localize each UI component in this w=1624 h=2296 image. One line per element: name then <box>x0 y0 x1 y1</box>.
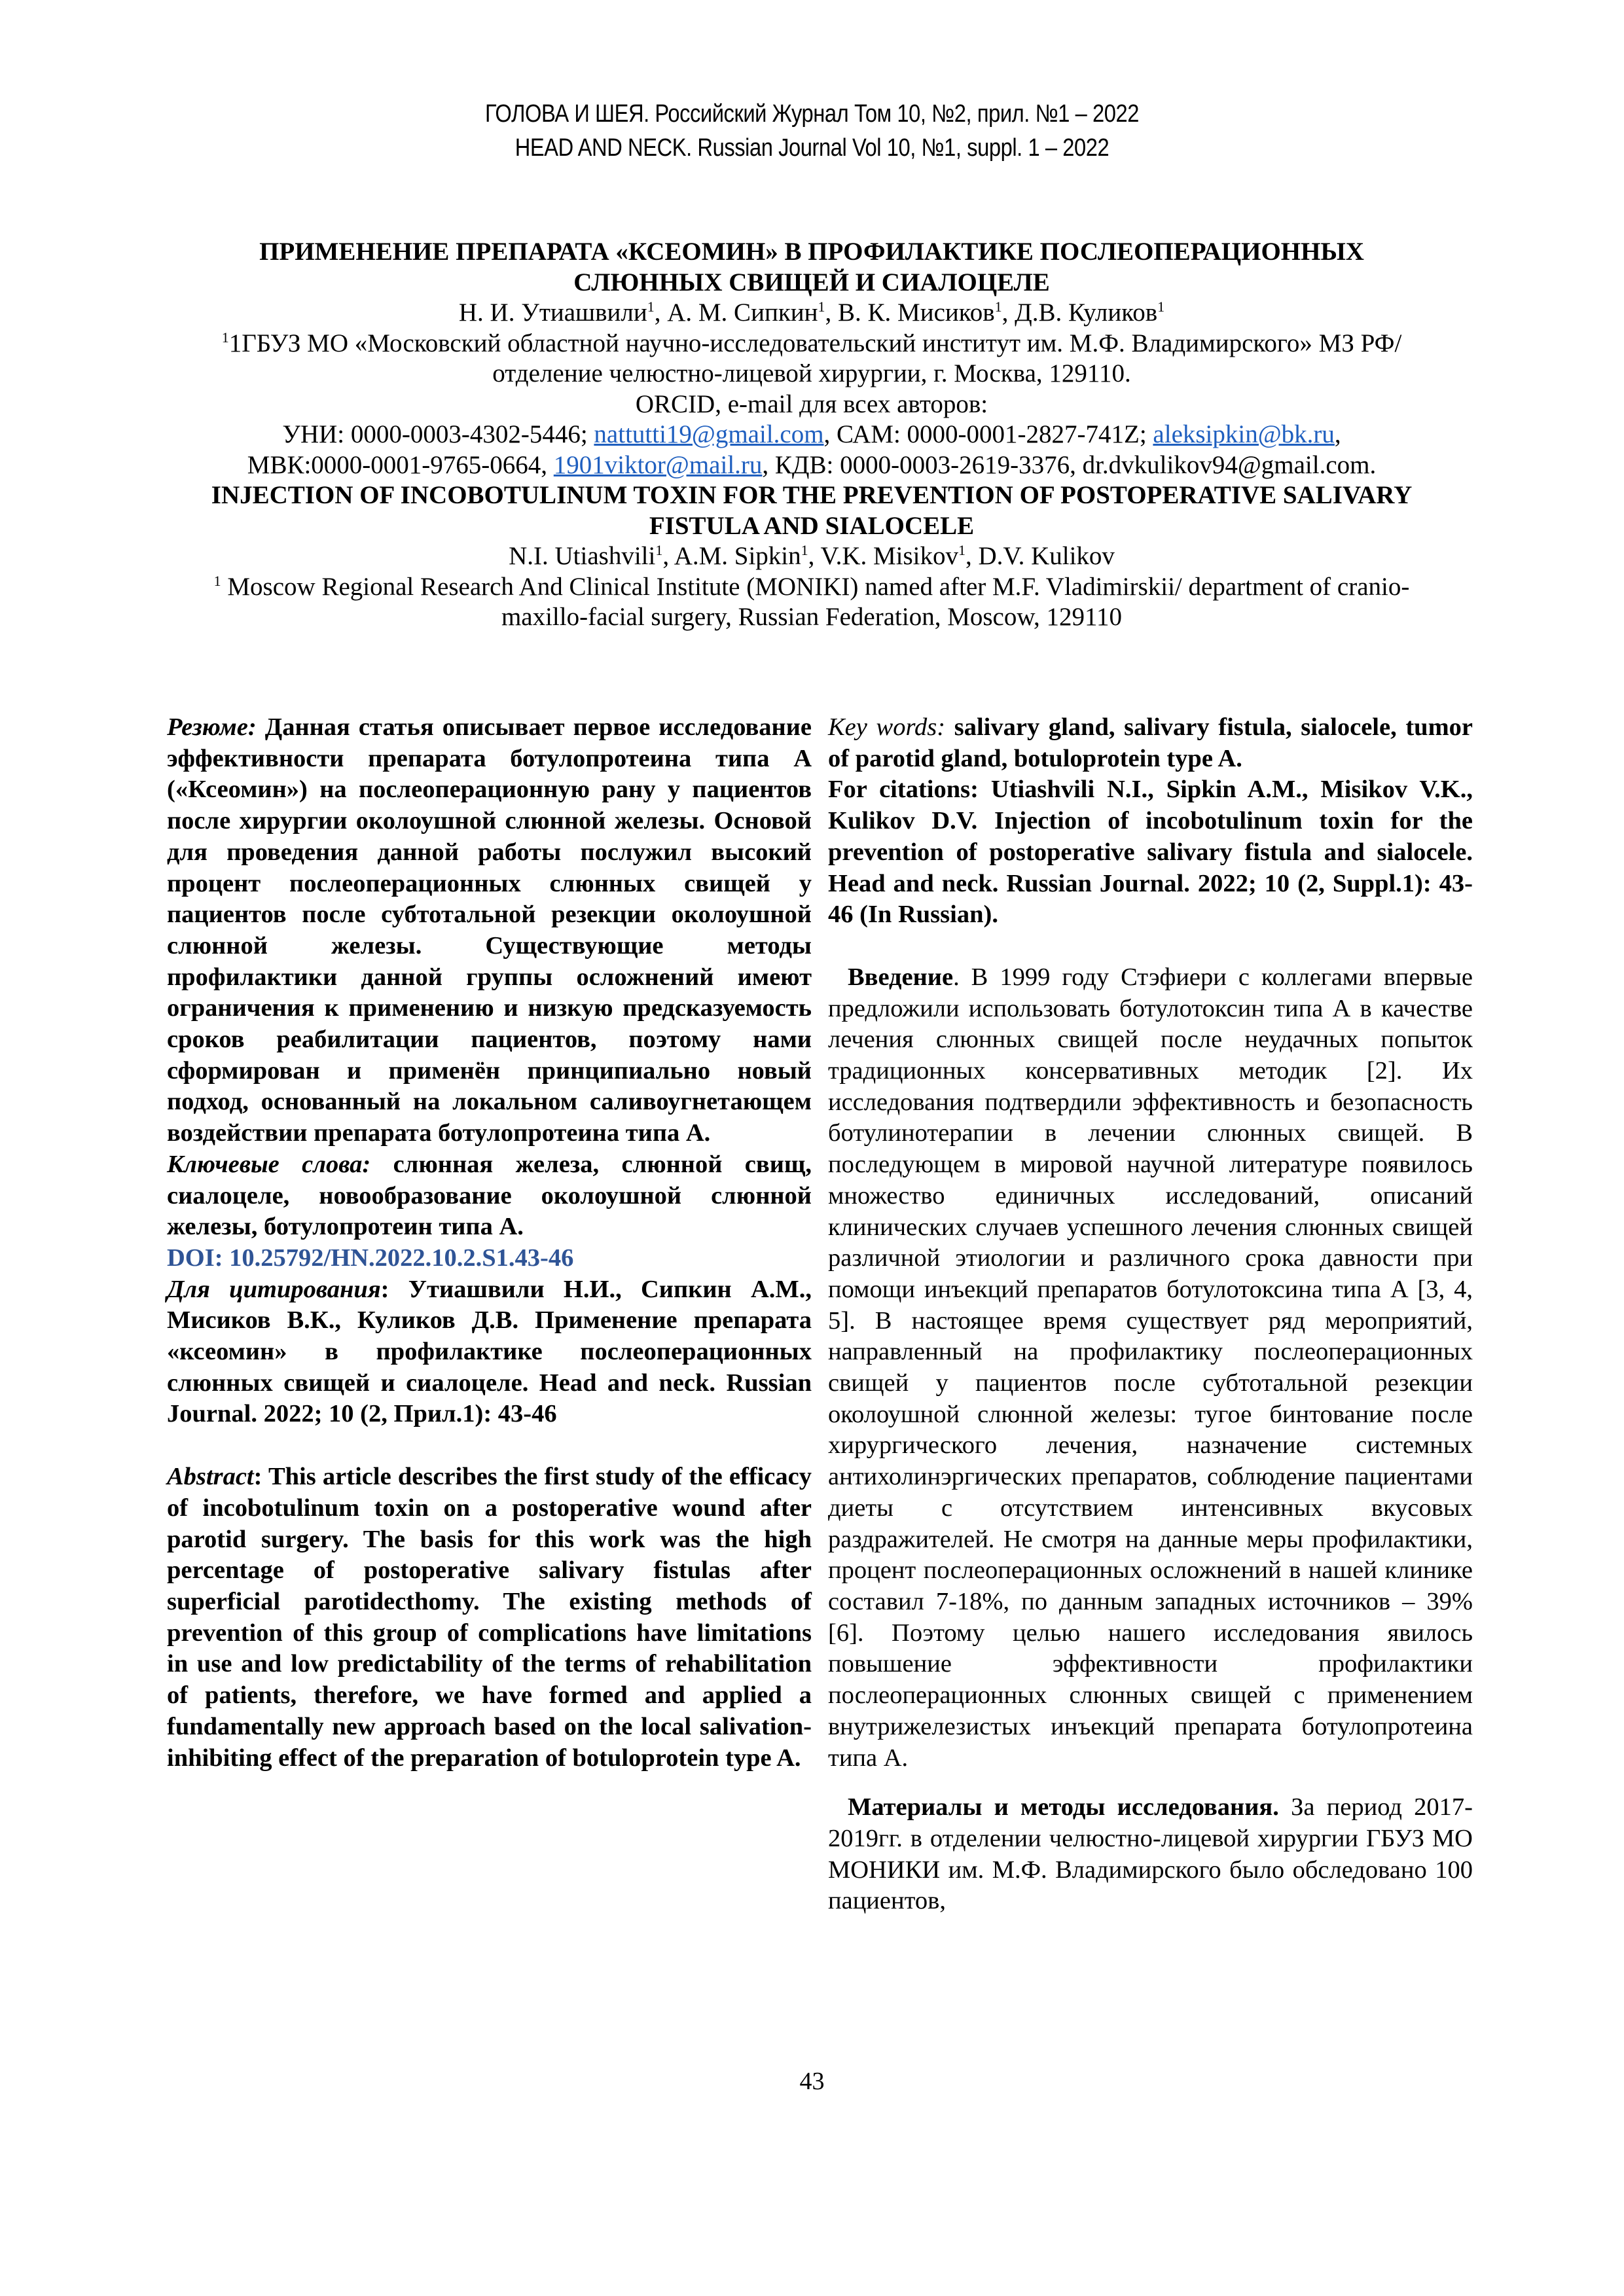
orcid-kdv: , КДВ: 0000-0003-2619-3376, dr.dvkulikov94@gmail.com. <box>762 450 1377 479</box>
introduction-paragraph <box>828 962 1473 1774</box>
methods-heading: Материалы и методы исследования. <box>848 1793 1279 1821</box>
methods-paragraph <box>828 1792 1473 1917</box>
contacts-line-1 <box>190 420 1434 450</box>
author-affil-sup: 1 <box>994 298 1002 315</box>
right-column <box>828 712 1473 1917</box>
page-number: 43 <box>799 2068 825 2095</box>
author-name: V.K. Misikov <box>820 542 959 570</box>
author-affil-sup: 1 <box>1157 298 1165 315</box>
methods-text: За период 2017-2019гг. в отделении челюстно-лицевой хирургии ГБУЗ МО МОНИКИ им. М.Ф. Владимирского было обследовано 100 пациентов, <box>828 1793 1473 1915</box>
title-block <box>190 237 1434 633</box>
author-affil-sup: 1 <box>958 542 966 558</box>
keywords-en-paragraph <box>828 712 1473 774</box>
keywords-en-label: Key words: <box>828 713 946 741</box>
author-name: D.V. Kulikov <box>978 542 1115 570</box>
author-affil-sup: 1 <box>655 542 663 558</box>
article-title-en: INJECTION OF INCOBOTULINUM TOXIN FOR THE PREVENTION OF POSTOPERATIVE SALIVARY FISTULA AND SIALOCELE <box>211 481 1413 540</box>
citation-ru-text: : Утиашвили Н.И., Сипкин А.М., Мисиков В.К., Куликов Д.В. Применение препарата «ксеомин» в профилактике послеоперационных слюнных свищей и сиалоцеле. Head and neck. Russian Journal. 2022; 10 (2, Прил.1): 43-46 <box>167 1275 812 1428</box>
separator: , <box>1334 420 1341 448</box>
introduction-heading: Введение <box>848 963 954 991</box>
resume-label: Резюме: <box>167 713 257 741</box>
spacer <box>828 1774 1473 1792</box>
author-name: A.M. Sipkin <box>674 542 801 570</box>
doi-link[interactable]: DOI: 10.25792/HN.2022.10.2.S1.43-46 <box>167 1244 574 1272</box>
contacts-line-2 <box>190 450 1434 481</box>
orcid-uni: УНИ: 0000-0003-4302-5446; <box>282 420 588 448</box>
orcid-label: ORCID, e-mail для всех авторов: <box>635 389 988 418</box>
affiliation-en <box>190 572 1434 633</box>
keywords-ru-text: слюнная железа, слюнной свищ, сиалоцеле, новообразование околоушной слюнной железы, ботулопротеин типа А. <box>167 1150 812 1241</box>
article-title-ru: ПРИМЕНЕНИЕ ПРЕПАРАТА «КСЕОМИН» В ПРОФИЛАКТИКЕ ПОСЛЕОПЕРАЦИОННЫХ СЛЮННЫХ СВИЩЕЙ И СИАЛОЦЕЛЕ <box>259 238 1364 296</box>
running-header-en: HEAD AND NECK. Russian Journal Vol 10, №1, suppl. 1 – 2022 <box>514 134 1110 162</box>
affiliation-ru <box>190 329 1434 389</box>
author-affil-sup: 1 <box>801 542 808 558</box>
spacer <box>828 931 1473 962</box>
running-header-ru: ГОЛОВА И ШЕЯ. Российский Журнал Том 10, №2, прил. №1 – 2022 <box>484 100 1139 128</box>
authors-en: N.I. Utiashvili$^1$, A.M. Sipkin$^1$, V.K. Misikov$^1$, D.V. Kulikov <box>509 542 1115 570</box>
resume-paragraph <box>167 712 812 1149</box>
left-column <box>167 712 812 1774</box>
running-header <box>0 97 1624 165</box>
affiliation-text: Moscow Regional Research And Clinical Institute (MONIKI) named after M.F. Vladimirskii/ department of cranio-maxillo-facial surgery, Russian Federation, Moscow, 129110 <box>227 572 1410 631</box>
keywords-en-text: salivary gland, salivary fistula, sialocele, tumor of parotid gland, botuloprotein type A. <box>828 713 1473 772</box>
author-name: Н. И. Утиашвили <box>458 298 647 327</box>
citation-ru-label: Для цитирования <box>167 1275 381 1303</box>
citation-en-paragraph: For citations: Utiashvili N.I., Sipkin A.M., Misikov V.K., Kulikov D.V. Injection of incobotulinum toxin for the prevention of postoperative salivary fistula and sialocele. Head and neck. Russian Journal. 2022; 10 (2, Suppl.1): 43-46 (In Russian). <box>828 776 1473 929</box>
abstract-paragraph <box>167 1462 812 1774</box>
affiliation-text: 1ГБУЗ МО «Московский областной научно-исследовательский институт им. М.Ф. Владимирского» МЗ РФ/ отделение челюстно-лицевой хирургии, г. Москва, 129110. <box>228 329 1402 387</box>
author-affil-sup: 1 <box>818 298 825 315</box>
spacer <box>167 1430 812 1462</box>
email-link-sam[interactable]: aleksipkin@bk.ru <box>1153 420 1335 448</box>
keywords-ru-paragraph <box>167 1149 812 1243</box>
author-name: В. К. Мисиков <box>838 298 995 327</box>
author-name: Д.В. Куликов <box>1015 298 1158 327</box>
affiliation-sup: 1 <box>221 329 229 346</box>
orcid-sam: , САМ: 0000-0001-2827-741Z; <box>823 420 1147 448</box>
author-name: N.I. Utiashvili <box>509 542 656 570</box>
introduction-text: . В 1999 году Стэфиери с коллегами впервые предложили использовать ботулотоксин типа А в качестве лечения слюнных свищей после неудачных попыток традиционных консервативных методик [2]. Их исследования подтвердили эффективность и безопасность ботулинотерапии в лечении слюнных свищей. В последующем в мировой научной литературе появилось множество единичных исследований, описаний клинических случаев успешного лечения слюнных свищей различной этиологии и различного срока давности при помощи инъекций препаратов ботулотоксина типа А [3, 4, 5]. В настоящее время существует ряд мероприятий, направленный на профилактику послеоперационных свищей у пациентов после субтотальной резекции околоушной слюнной железы: тугое бинтование после хирургического лечения, назначение системных антихолинэргических препаратов, соблюдение пациентами диеты с отсутствием интенсивных вкусовых раздражителей. Не смотря на данные меры профилактики, процент послеоперационных осложнений в нашей клинике составил 7-18%, по данным западных источников – 39% [6]. Поэтому целью нашего исследования явилось повышение эффективности профилактики послеоперационных слюнных свищей с применением внутрижелезистых инъекций препарата ботулопротеина типа А. <box>828 963 1473 1772</box>
abstract-label: Abstract <box>167 1463 254 1491</box>
keywords-ru-label: Ключевые слова: <box>167 1150 371 1178</box>
author-name: А. М. Сипкин <box>667 298 818 327</box>
resume-text: Данная статья описывает первое исследование эффективности препарата ботулопротеина типа А («Ксеомин») на послеоперационную рану у пациентов после хирургии околоушной слюнной железы. Основой для проведения данной работы послужил высокий процент послеоперационных слюнных свищей у пациентов после субтотальной резекции околоушной слюнной железы. Существующие методы профилактики данной группы осложнений имеют ограничения к применению и низкую предсказуемость сроков реабилитации пациентов, поэтому нами сформирован и применён принципиально новый подход, основанный на локальном саливоугнетающем воздействии препарата ботулопротеина типа А. <box>167 713 812 1147</box>
affiliation-sup: 1 <box>213 572 221 589</box>
author-affil-sup: 1 <box>647 298 655 315</box>
abstract-text: : This article describes the first study of the efficacy of incobotulinum toxin on a postoperative wound after parotid surgery. The basis for this work was the high percentage of postoperative salivary fistulas after superficial parotidecthomy. The existing methods of prevention of this group of complications have limitations in use and low predictability of the terms of rehabilitation of patients, therefore, we have formed and applied a fundamentally new approach based on the local salivation-inhibiting effect of the preparation of botuloprotein type A. <box>167 1463 812 1772</box>
orcid-mvk: МВК:0000-0001-9765-0664, <box>247 450 548 479</box>
citation-ru-paragraph <box>167 1274 812 1431</box>
email-link-uni[interactable]: nattutti19@gmail.com <box>594 420 824 448</box>
authors-ru: Н. И. Утиашвили$^1$, А. М. Сипкин$^1$, В. К. Мисиков$^1$, Д.В. Куликов$^1$ <box>458 298 1165 327</box>
email-link-mvk[interactable]: 1901viktor@mail.ru <box>553 450 763 479</box>
